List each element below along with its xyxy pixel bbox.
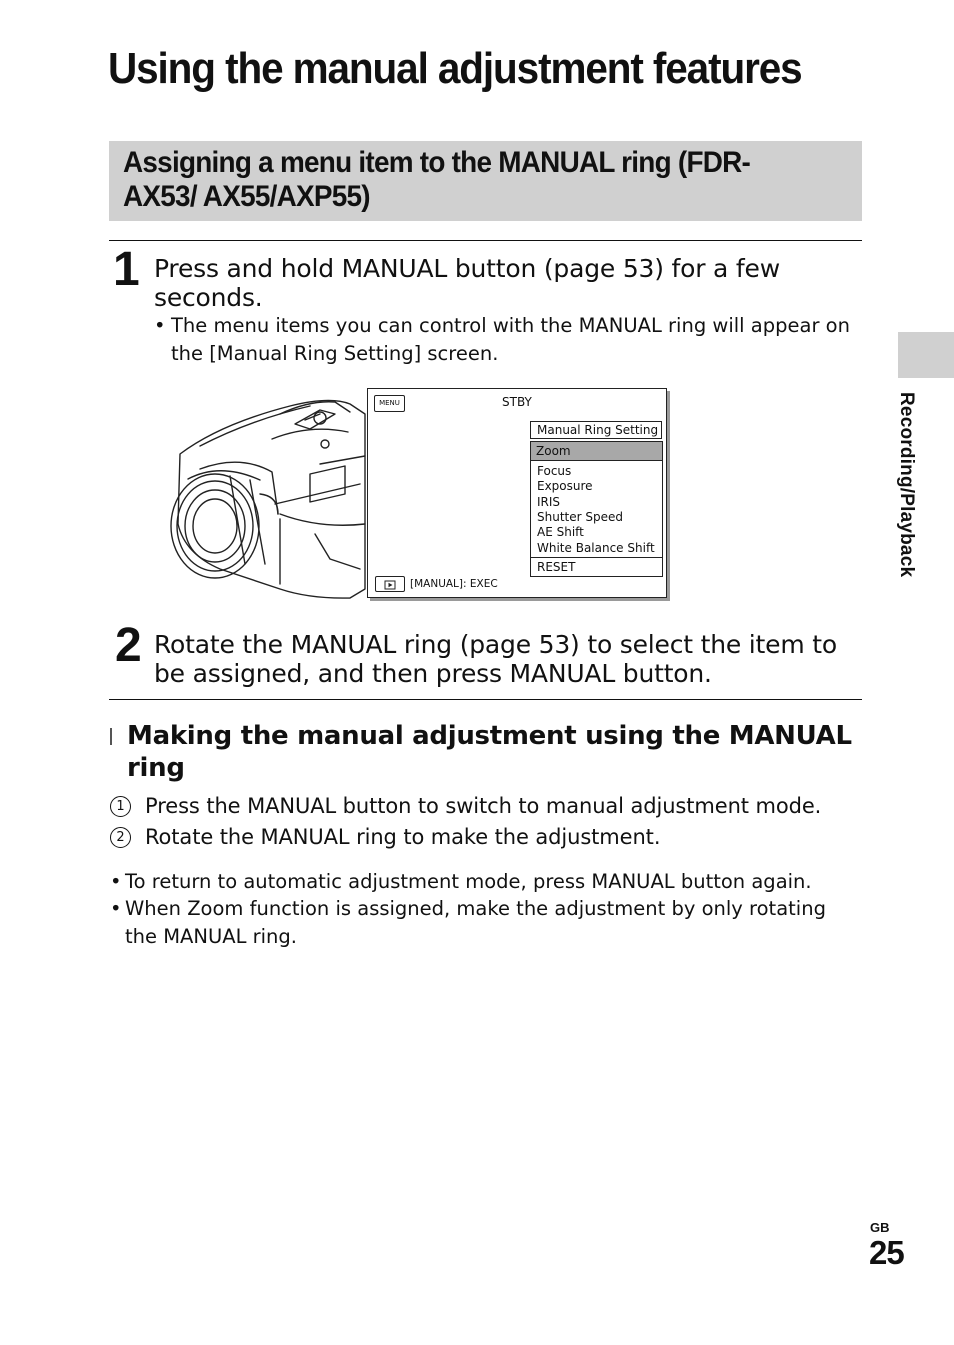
step-2-number: 2 (115, 619, 142, 672)
page-number: 25 (869, 1234, 904, 1271)
menu-item-reset[interactable]: RESET (537, 560, 576, 574)
side-tab-label-wrap (895, 392, 919, 602)
step-1-note: The menu items you can control with the MANUAL ring will appear on the [Manual Ring Setting] screen. (171, 314, 850, 365)
note-1-text: To return to automatic adjustment mode, press MANUAL button again. (125, 870, 812, 893)
section-heading: Assigning a menu item to the MANUAL ring (FDR-AX53/ AX55/AXP55) (123, 146, 751, 213)
side-tab (898, 332, 954, 378)
subsection-heading: Making the manual adjustment using the MANUAL ring (127, 721, 852, 783)
item-1-text: Press the MANUAL button to switch to manual adjustment mode. (145, 794, 822, 818)
menu-reset-divider (531, 557, 662, 558)
screen-status: STBY (502, 395, 532, 409)
item-2-text: Rotate the MANUAL ring to make the adjustment. (145, 825, 661, 849)
menu-item-shutter-speed[interactable]: Shutter Speed (537, 510, 623, 524)
subheading-marker (110, 728, 112, 745)
note-2-bullet: • (110, 897, 122, 920)
menu-item-white-balance-shift[interactable]: White Balance Shift (537, 541, 655, 555)
page-title: Using the manual adjustment features (108, 44, 802, 93)
menu-item-exposure[interactable]: Exposure (537, 479, 593, 493)
exec-hint: [MANUAL]: EXEC (410, 578, 498, 590)
step-1-rule (109, 240, 862, 241)
item-2-marker: 2 (110, 827, 131, 848)
menu-item-iris[interactable]: IRIS (537, 495, 561, 509)
item-1-marker: 1 (110, 796, 131, 817)
menu-item-zoom[interactable]: Zoom (531, 442, 662, 461)
note-1-bullet: • (110, 870, 122, 893)
step-1-note-bullet: • (154, 314, 166, 337)
side-tab-label: Recording/Playback (896, 392, 917, 578)
step-1-text: Press and hold MANUAL button (page 53) for a few seconds. (154, 254, 780, 312)
page-region: GB (870, 1220, 890, 1235)
menu-panel-title: Manual Ring Setting (530, 421, 662, 439)
menu-item-focus[interactable]: Focus (537, 464, 572, 478)
step-2-text: Rotate the MANUAL ring (page 53) to select the item to be assigned, and then press MANUAL button. (154, 630, 837, 688)
playback-key-icon[interactable] (375, 576, 405, 592)
menu-key-icon[interactable]: MENU (374, 395, 405, 412)
note-2-text: When Zoom function is assigned, make the adjustment by only rotating the MANUAL ring. (125, 897, 826, 948)
play-icon (376, 578, 404, 592)
step-1-number: 1 (113, 243, 140, 296)
step-2-rule (109, 699, 862, 700)
menu-item-ae-shift[interactable]: AE Shift (537, 525, 584, 539)
camcorder-illustration (160, 384, 370, 606)
